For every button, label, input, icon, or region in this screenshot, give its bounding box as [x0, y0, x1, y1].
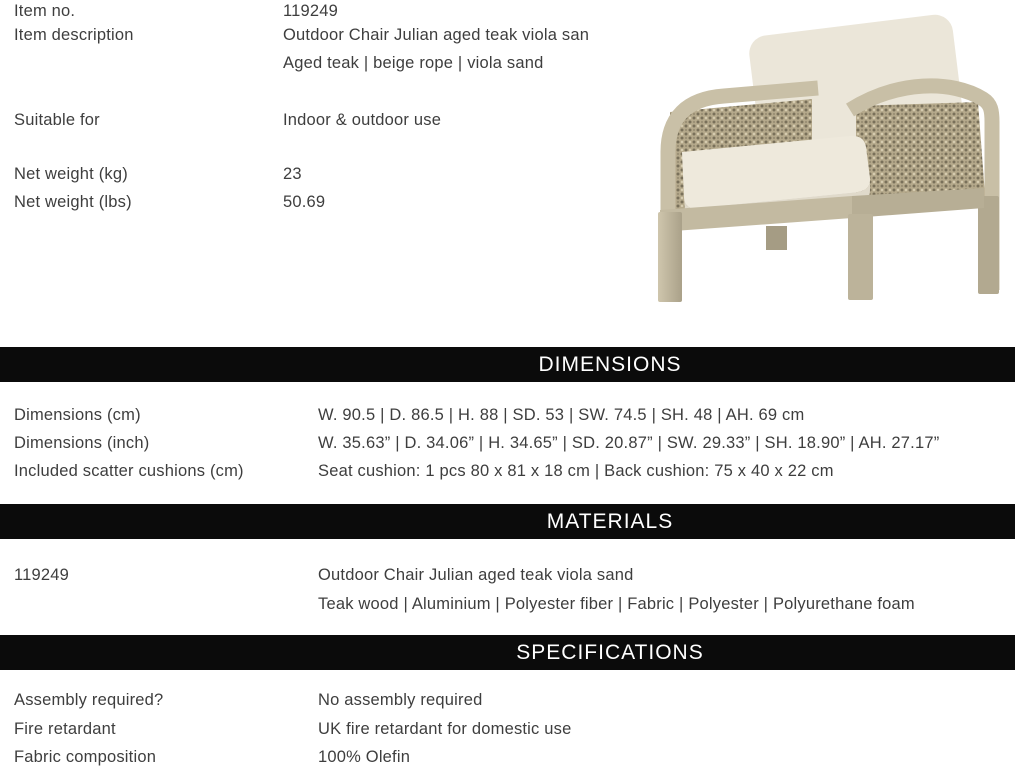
front-left-leg: [658, 212, 682, 302]
row-value: 100% Olefin: [318, 748, 411, 766]
spec-row-fabric-composition: [0, 747, 1015, 771]
row-value: 23: [283, 165, 302, 183]
row-label: Dimensions (cm): [14, 406, 141, 424]
rear-right-leg: [978, 196, 999, 294]
row-value: Outdoor Chair Julian aged teak viola san: [283, 26, 590, 44]
material-row-name: [0, 565, 1015, 589]
section-header-materials: MATERIALS: [0, 504, 1015, 539]
row-label: Item no.: [14, 2, 76, 20]
row-value: 50.69: [283, 193, 326, 211]
row-label: Assembly required?: [14, 691, 164, 709]
row-value: W. 35.63” | D. 34.06” | H. 34.65” | SD. 20.87” | SW. 29.33” | SH. 18.90” | AH. 27.17”: [318, 434, 940, 452]
spec-row-assembly: [0, 690, 1015, 714]
row-value: UK fire retardant for domestic use: [318, 720, 572, 738]
row-label: Net weight (lbs): [14, 193, 132, 211]
dim-row-cushions: [0, 461, 1015, 485]
inner-rear-leg: [766, 226, 787, 250]
row-label: 119249: [14, 566, 70, 584]
chair-illustration: [600, 0, 1015, 330]
row-value: 119249: [283, 2, 339, 20]
product-photo: [600, 0, 1015, 330]
row-label: Fire retardant: [14, 720, 116, 738]
row-value: No assembly required: [318, 691, 483, 709]
row-label: Fabric composition: [14, 748, 157, 766]
row-value: W. 90.5 | D. 86.5 | H. 88 | SD. 53 | SW. 74.5 | SH. 48 | AH. 69 cm: [318, 406, 805, 424]
dim-row-inch: [0, 433, 1015, 457]
row-label: Item description: [14, 26, 134, 44]
spec-row-fire-retardant: [0, 719, 1015, 743]
row-value: Outdoor Chair Julian aged teak viola sand: [318, 566, 634, 584]
row-label: Suitable for: [14, 111, 100, 129]
row-label: Dimensions (inch): [14, 434, 150, 452]
row-value: Seat cushion: 1 pcs 80 x 81 x 18 cm | Back cushion: 75 x 40 x 22 cm: [318, 462, 834, 480]
dim-row-cm: [0, 405, 1015, 429]
row-value: Teak wood | Aluminium | Polyester fiber | Fabric | Polyester | Polyurethane foam: [318, 595, 915, 613]
material-row-composition: [0, 594, 1015, 618]
section-header-dimensions: DIMENSIONS: [0, 347, 1015, 382]
row-value: Indoor & outdoor use: [283, 111, 442, 129]
section-header-specifications: SPECIFICATIONS: [0, 635, 1015, 670]
front-right-leg: [848, 214, 873, 300]
row-label: Included scatter cushions (cm): [14, 462, 244, 480]
row-value: Aged teak | beige rope | viola sand: [283, 54, 544, 72]
row-label: Net weight (kg): [14, 165, 128, 183]
